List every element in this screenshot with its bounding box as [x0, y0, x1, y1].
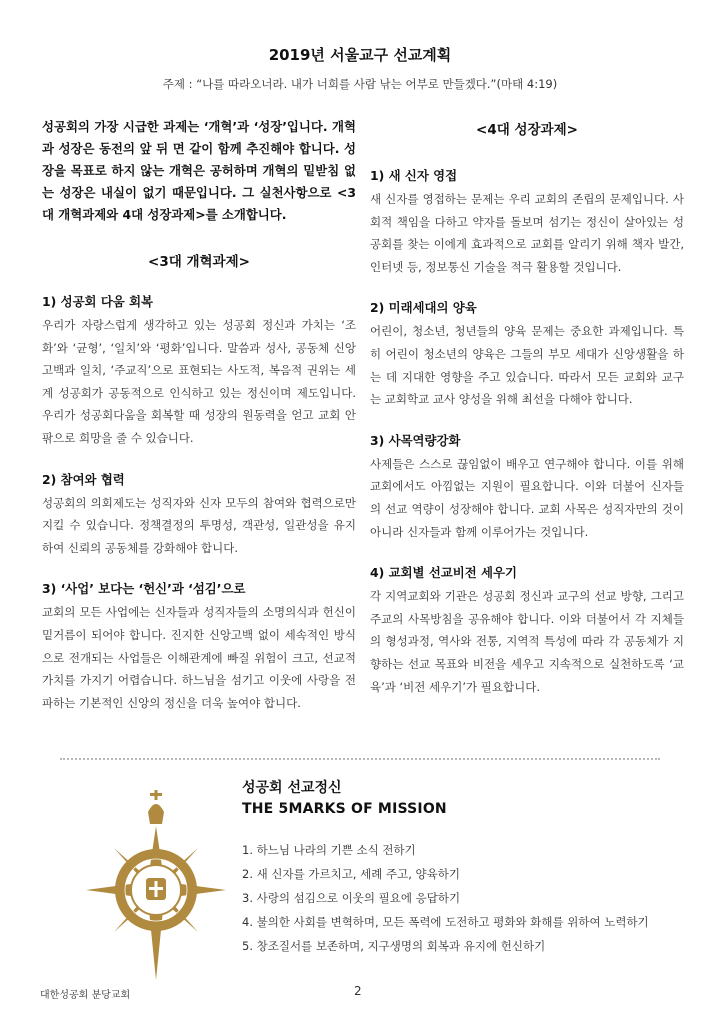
marks-list-item: 2. 새 신자를 가르치고, 세례 주고, 양육하기 — [242, 867, 460, 881]
page-subtitle: 주제 : “나를 따라오너라. 내가 너희를 사람 낚는 어부로 만들겠다.”(마태 4:19) — [162, 77, 558, 91]
growth-item-2-body: 어린이, 청소년, 청년들의 양육 문제는 중요한 과제입니다. 특히 어린이 청소년의 양육은 그들의 부모 세대가 신앙생활을 하는 데 지대한 영향을 주고 있습니다. 따라서 모든 교회와 교구는 교회학교 교사 양성을 위해 최선을 다해야 합니다. — [370, 324, 684, 407]
reform-item-1-body: 우리가 자랑스럽게 생각하고 있는 성공회 정신과 가치는 ‘조화’와 ‘균형’, ‘일치’와 ‘평화’입니다. 말씀과 성사, 공동체 신앙고백과 일치, ‘주교직’으로 표현되는 사도적, 복음적 권위는 세계 성공회가 공동적으로 인식하고 있는 정신이며 제도입니다. 우리가 성공회다움을 회복할 때 성장의 원동력을 얻고 교회 안팎으로 희망을 줄 수 있습니다. — [42, 318, 356, 445]
growth-item-2-heading: 2) 미래세대의 양육 — [370, 300, 477, 316]
growth-section-title: <4대 성장과제> — [476, 122, 578, 138]
reform-item-2-heading: 2) 참여와 협력 — [42, 471, 125, 487]
page-header — [0, 44, 720, 65]
reform-item-1-heading: 1) 성공회 다움 회복 — [42, 294, 154, 309]
reform-item-3-heading: 3) ‘사업’ 보다는 ‘헌신’과 ‘섬김’으로 — [42, 581, 246, 597]
marks-subtitle: THE 5MARKS OF MISSION — [242, 801, 447, 817]
intro-paragraph: 성공회의 가장 시급한 과제는 ‘개혁’과 ‘성장’입니다. 개혁과 성장은 동전의 앞 뒤 면 같이 함께 추진해야 합니다. 성장을 목표로 하지 않는 개혁은 공허하며 개혁의 밑받침 없는 성장은 내실이 없기 때문입니다. 그 실천사항으로 <3대 개혁과제와 4대 성장과제>를 소개합니다. — [42, 119, 356, 222]
growth-item-1-body: 새 신자를 영접하는 문제는 우리 교회의 존립의 문제입니다. 사회적 책임을 다하고 약자를 돌보며 섬기는 정신이 살아있는 성공회를 찾는 이에게 효과적으로 교회를 알리기 위해 책자 발간, 인터넷 등, 정보통신 기술을 적극 활용할 것입니다. — [370, 192, 684, 274]
marks-list — [242, 838, 649, 958]
growth-item-4-heading: 4) 교회별 선교비전 세우기 — [370, 565, 517, 581]
growth-item-3-heading: 3) 사목역량강화 — [370, 432, 461, 448]
section-divider — [60, 758, 660, 760]
right-column — [370, 116, 684, 698]
growth-item-4-body: 각 지역교회와 기관은 성공회 정신과 교구의 선교 방향, 그리고 주교의 사목방침을 공유해야 합니다. 이와 더불어서 각 지체들의 형성과정, 역사와 전통, 지역적 특성에 따라 각 공동체가 지향하는 선교 목표와 비전을 세우고 지속적으로 실천하도록 ‘교육’과 ‘비전 세우기’가 필요합니다. — [370, 589, 684, 694]
page-number: 2 — [354, 984, 362, 998]
left-column — [42, 116, 356, 714]
marks-list-item: 3. 사랑의 섬김으로 이웃의 필요에 응답하기 — [242, 891, 461, 905]
reform-item-2-body: 성공회의 의회제도는 성직자와 신자 모두의 참여와 협력으로만 지킬 수 있습니다. 정책결정의 투명성, 객관성, 일관성을 유지하여 신뢰의 공동체를 강화해야 합니다. — [42, 495, 356, 555]
compass-rose-emblem-icon — [86, 790, 226, 980]
marks-list-item: 1. 하느님 나라의 기쁜 소식 전하기 — [242, 843, 416, 857]
growth-item-3-body: 사제들은 스스로 끊임없이 배우고 연구해야 합니다. 이를 위해 교회에서도 아낌없는 지원이 필요합니다. 이와 더불어 신자들의 선교 역량이 성장해야 합니다. 교회 사목은 성직자만의 것이 아니라 신자들과 함께 이루어가는 것입니다. — [370, 456, 684, 539]
growth-item-1-heading: 1) 새 신자 영접 — [370, 168, 458, 183]
reform-section-title: <3대 개혁과제> — [148, 254, 250, 270]
page-title: 2019년 서울교구 선교계획 — [268, 46, 452, 64]
marks-list-item: 5. 창조질서를 보존하며, 지구생명의 회복과 유지에 헌신하기 — [242, 939, 546, 953]
footer-church-name: 대한성공회 분당교회 — [40, 990, 131, 1001]
reform-item-3-body: 교회의 모든 사업에는 신자들과 성직자들의 소명의식과 헌신이 밑거름이 되어야 합니다. 진지한 신앙고백 없이 세속적인 방식으로 전개되는 사업들은 이해관계에 빠질 위험이 크고, 선교적 가치를 가지기 어렵습니다. 하느님을 섬기고 이웃에 사랑을 전파하는 기본적인 신앙의 정신을 더욱 높여야 합니다. — [42, 605, 356, 710]
marks-title: 성공회 선교정신 — [242, 780, 342, 796]
marks-list-item: 4. 불의한 사회를 변혁하며, 모든 폭력에 도전하고 평화와 화해를 위하여 노력하기 — [242, 915, 649, 929]
